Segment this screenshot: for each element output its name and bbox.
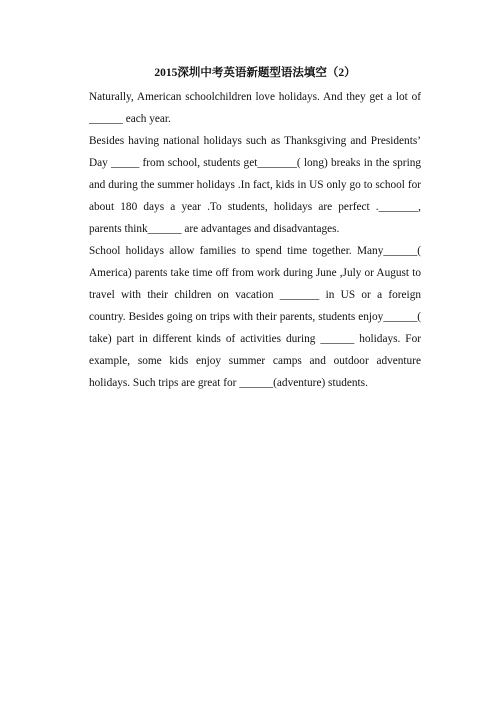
- paragraph-2: Besides having national holidays such as Thanksgiving and Presidents’ Day _____ from school, students get_______( long) breaks in the spring and during the summer holidays .In fact, kids in US only go to school for about 180 days a year .To students, holidays are perfect ._______, parents think______ are advantages and disadvantages.: [89, 135, 421, 235]
- document-title: 2015深圳中考英语新题型语法填空（2）: [154, 67, 356, 79]
- paragraph-3: School holidays allow families to spend time together. Many______( America) parents take time off from work during June ,July or August to travel with their children on vacation _______ in US or a foreign country. Besides going on trips with their parents, students enjoy______( take) part in different kinds of activities during ______ holidays. For example, some kids enjoy summer camps and outdoor adventure holidays. Such trips are great for ______(adventure) students.: [89, 245, 421, 389]
- paragraph-1: Naturally, American schoolchildren love holidays. And they get a lot of ______ each year.: [89, 91, 421, 125]
- document-page: [89, 64, 421, 394]
